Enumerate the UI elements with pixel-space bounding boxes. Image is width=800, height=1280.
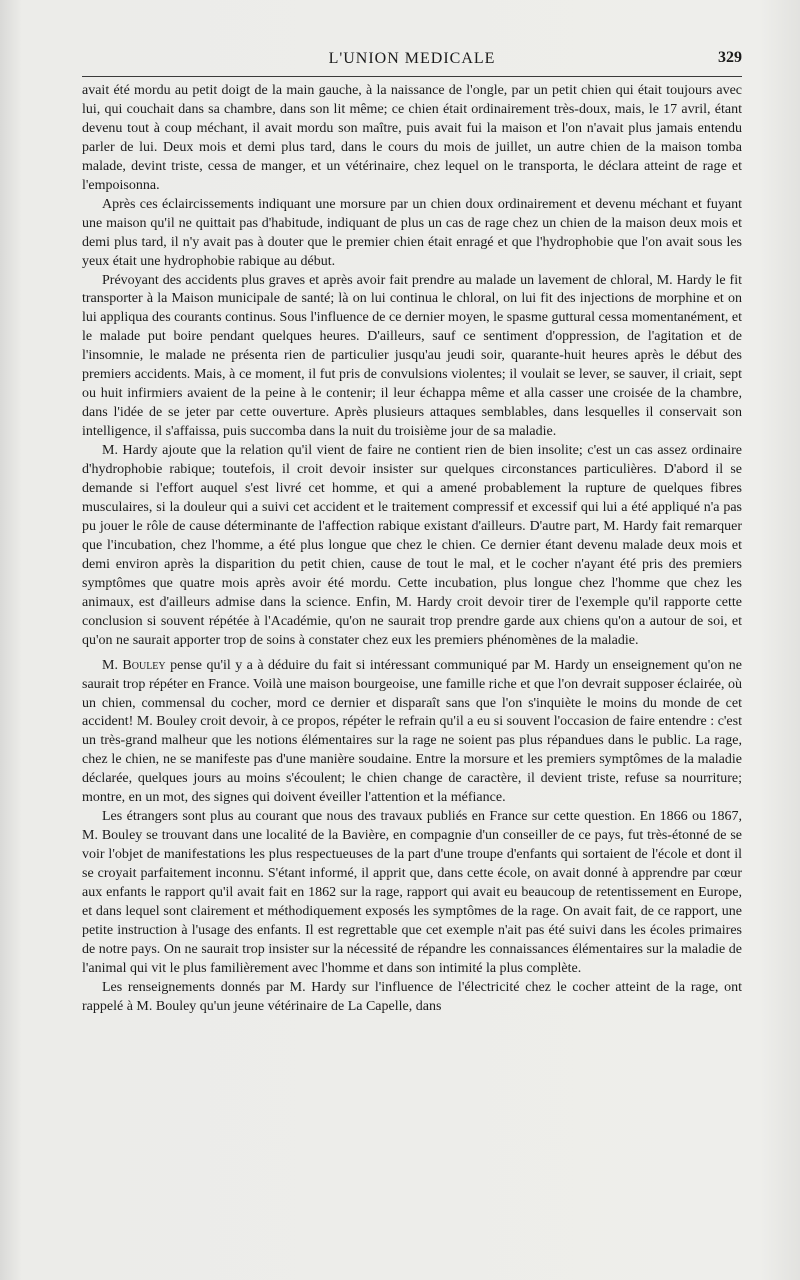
paragraph-4 <box>82 442 742 650</box>
paragraph-text: Les étrangers sont plus au courant que nous des travaux publiés en France sur cette question. En 1866 ou 1867, M. Bouley se trouvant dans une localité de la Bavière, en compagnie d'un conseiller de ce pays, fut très-étonné de se voir l'objet de manifestations les plus respectueuses de la part d'une troupe d'enfants qui sortaient de l'école et dont il se croyait parfaitement inconnu. S'étant informé, il apprit que, dans cette école, on avait donné à apprendre par cœur aux enfants le rapport qu'il avait fait en 1862 sur la rage, rapport qui avait eu beaucoup de retentissement en Europe, et dans lequel sont clairement et méthodiquement exposés les symptômes de la rage. On avait fait, de ce rapport, une petite instruction à l'usage des enfants. Il est regrettable que cet exemple n'ait pas été suivi dans les écoles primaires de notre pays. On ne saurait trop insister sur la nécessité de répandre les connaissances élémentaires sur la maladie de l'animal qui vit le plus familièrement avec l'homme et dans son intimité la plus complète. <box>82 809 742 976</box>
running-title: L'UNION MEDICALE <box>328 50 496 67</box>
paragraph-text: Prévoyant des accidents plus graves et après avoir fait prendre au malade un lavement de chloral, M. Hardy le fit transporter à la Maison municipale de santé; là on lui continua le chloral, on lui fit des injections de morphine et on lui appliqua des courants continus. Sous l'influence de ce dernier moyen, le spasme guttural cessa momentanément, et le malade put boire pendant quelques heures. D'ailleurs, sauf ce sentiment d'oppression, de l'agitation et de l'insomnie, le malade ne présenta rien de particulier jusqu'au jeudi soir, quarante-huit heures après le début des premiers accidents. Mais, à ce moment, il fut pris de convulsions violentes; il voulait se lever, se sauver, il criait, sept ou huit infirmiers avaient de la peine à le contenir; il leur échappa même et alla casser une croisée de la chambre, dans l'idée de se jeter par cette ouverture. Après plusieurs attaques semblables, dans lesquelles il conservait son intelligence, il s'affaissa, puis succomba dans la nuit du troisième jour de sa maladie. <box>82 272 742 440</box>
speaker-name: M. Bouley <box>102 657 166 673</box>
paragraph-5 <box>82 657 742 809</box>
paragraph-6 <box>82 808 742 979</box>
page-header <box>82 46 742 77</box>
paragraph-3 <box>82 272 742 443</box>
paragraph-7 <box>82 979 742 1017</box>
article-body <box>82 82 742 1017</box>
paragraph-1 <box>82 82 742 196</box>
paragraph-text: Les renseignements donnés par M. Hardy sur l'influence de l'électricité chez le cocher atteint de la rage, ont rappelé à M. Bouley qu'un jeune vétérinaire de La Capelle, dans <box>82 979 742 1014</box>
paragraph-text: avait été mordu au petit doigt de la main gauche, à la naissance de l'ongle, par un petit chien qui était toujours avec lui, qui couchait dans sa chambre, dans son lit même; ce chien était ordinairement très-doux, mais, le 17 avril, étant devenu tout à coup méchant, il avait mordu son maître, puis avait fui la maison et l'on n'avait plus jamais entendu parler de lui. Deux mois et demi plus tard, dans le cours du mois de juillet, un autre chien de la maison tomba malade, devint triste, cessa de manger, et un vétérinaire, chez lequel on le transporta, le déclara atteint de rage et l'empoisonna. <box>82 83 742 193</box>
page-number: 329 <box>718 49 742 66</box>
paragraph-text: Après ces éclaircissements indiquant une morsure par un chien doux ordinairement et devenu méchant et fuyant une maison qu'il ne quittait pas d'habitude, indiquant de plus un cas de rage chez un chien de la maison deux mois et demi plus tard, il n'y avait pas à douter que le premier chien était enragé et que l'hydrophobie que l'on avait sous les yeux était une hydrophobie rabique au début. <box>82 196 742 269</box>
paragraph-2 <box>82 196 742 272</box>
paragraph-text: M. Hardy ajoute que la relation qu'il vient de faire ne contient rien de bien insolite; c'est un cas assez ordinaire d'hydrophobie rabique; toutefois, il croit devoir insister sur quelques circonstances particulières. D'abord il se demande si l'effort auquel s'est livré cet homme, et qui a amené probablement la rupture de quelques fibres musculaires, si la douleur qui a suivi cet accident et le traitement compressif et excessif qui lui a été appliqué n'a pas pu jouer le rôle de cause déterminante de l'affection rabique existant d'ailleurs. D'autre part, M. Hardy fait remarquer que l'incubation, chez l'homme, a été plus longue que chez le chien. Ce dernier étant devenu malade deux mois et demi environ après la disparition du petit chien, cause de tout le mal, et le cocher n'ayant été pris des premiers symptômes que quatre mois après avoir été mordu. Cette incubation, plus longue chez l'homme que chez les animaux, est d'ailleurs admise dans la science. Enfin, M. Hardy croit devoir tirer de l'exemple qu'il rapporte cette conclusion si souvent répétée à l'Académie, qu'on ne saurait trop prendre garde aux chiens qu'on a autour de soi, et qu'on ne saurait apporter trop de soins à constater chez eux les premiers phénomènes de la maladie. <box>82 443 742 648</box>
paragraph-text: pense qu'il y a à déduire du fait si intéressant communiqué par M. Hardy un enseignement qu'on ne saurait trop répéter en France. Voilà une maison bourgeoise, une famille riche et que l'on devrait supposer éclairée, où un chien, commensal du cocher, mord ce dernier et disparaît sans que l'on s'inquiète le moins du monde de cet accident! M. Bouley croit devoir, à ce propos, répéter le refrain qu'il a eu si souvent l'occasion de faire entendre : c'est un très-grand malheur que les notions élémentaires sur la rage ne soient pas plus répandues dans le public. La rage, chez le chien, ne se manifeste pas d'une manière soudaine. Entre la morsure et les premiers symptômes de la maladie déclarée, quelques jours au moins s'écoulent; le chien change de caractère, il devient triste, refuse sa nourriture; montre, en un mot, des signes qui doivent éveiller l'attention et la méfiance. <box>82 657 742 806</box>
